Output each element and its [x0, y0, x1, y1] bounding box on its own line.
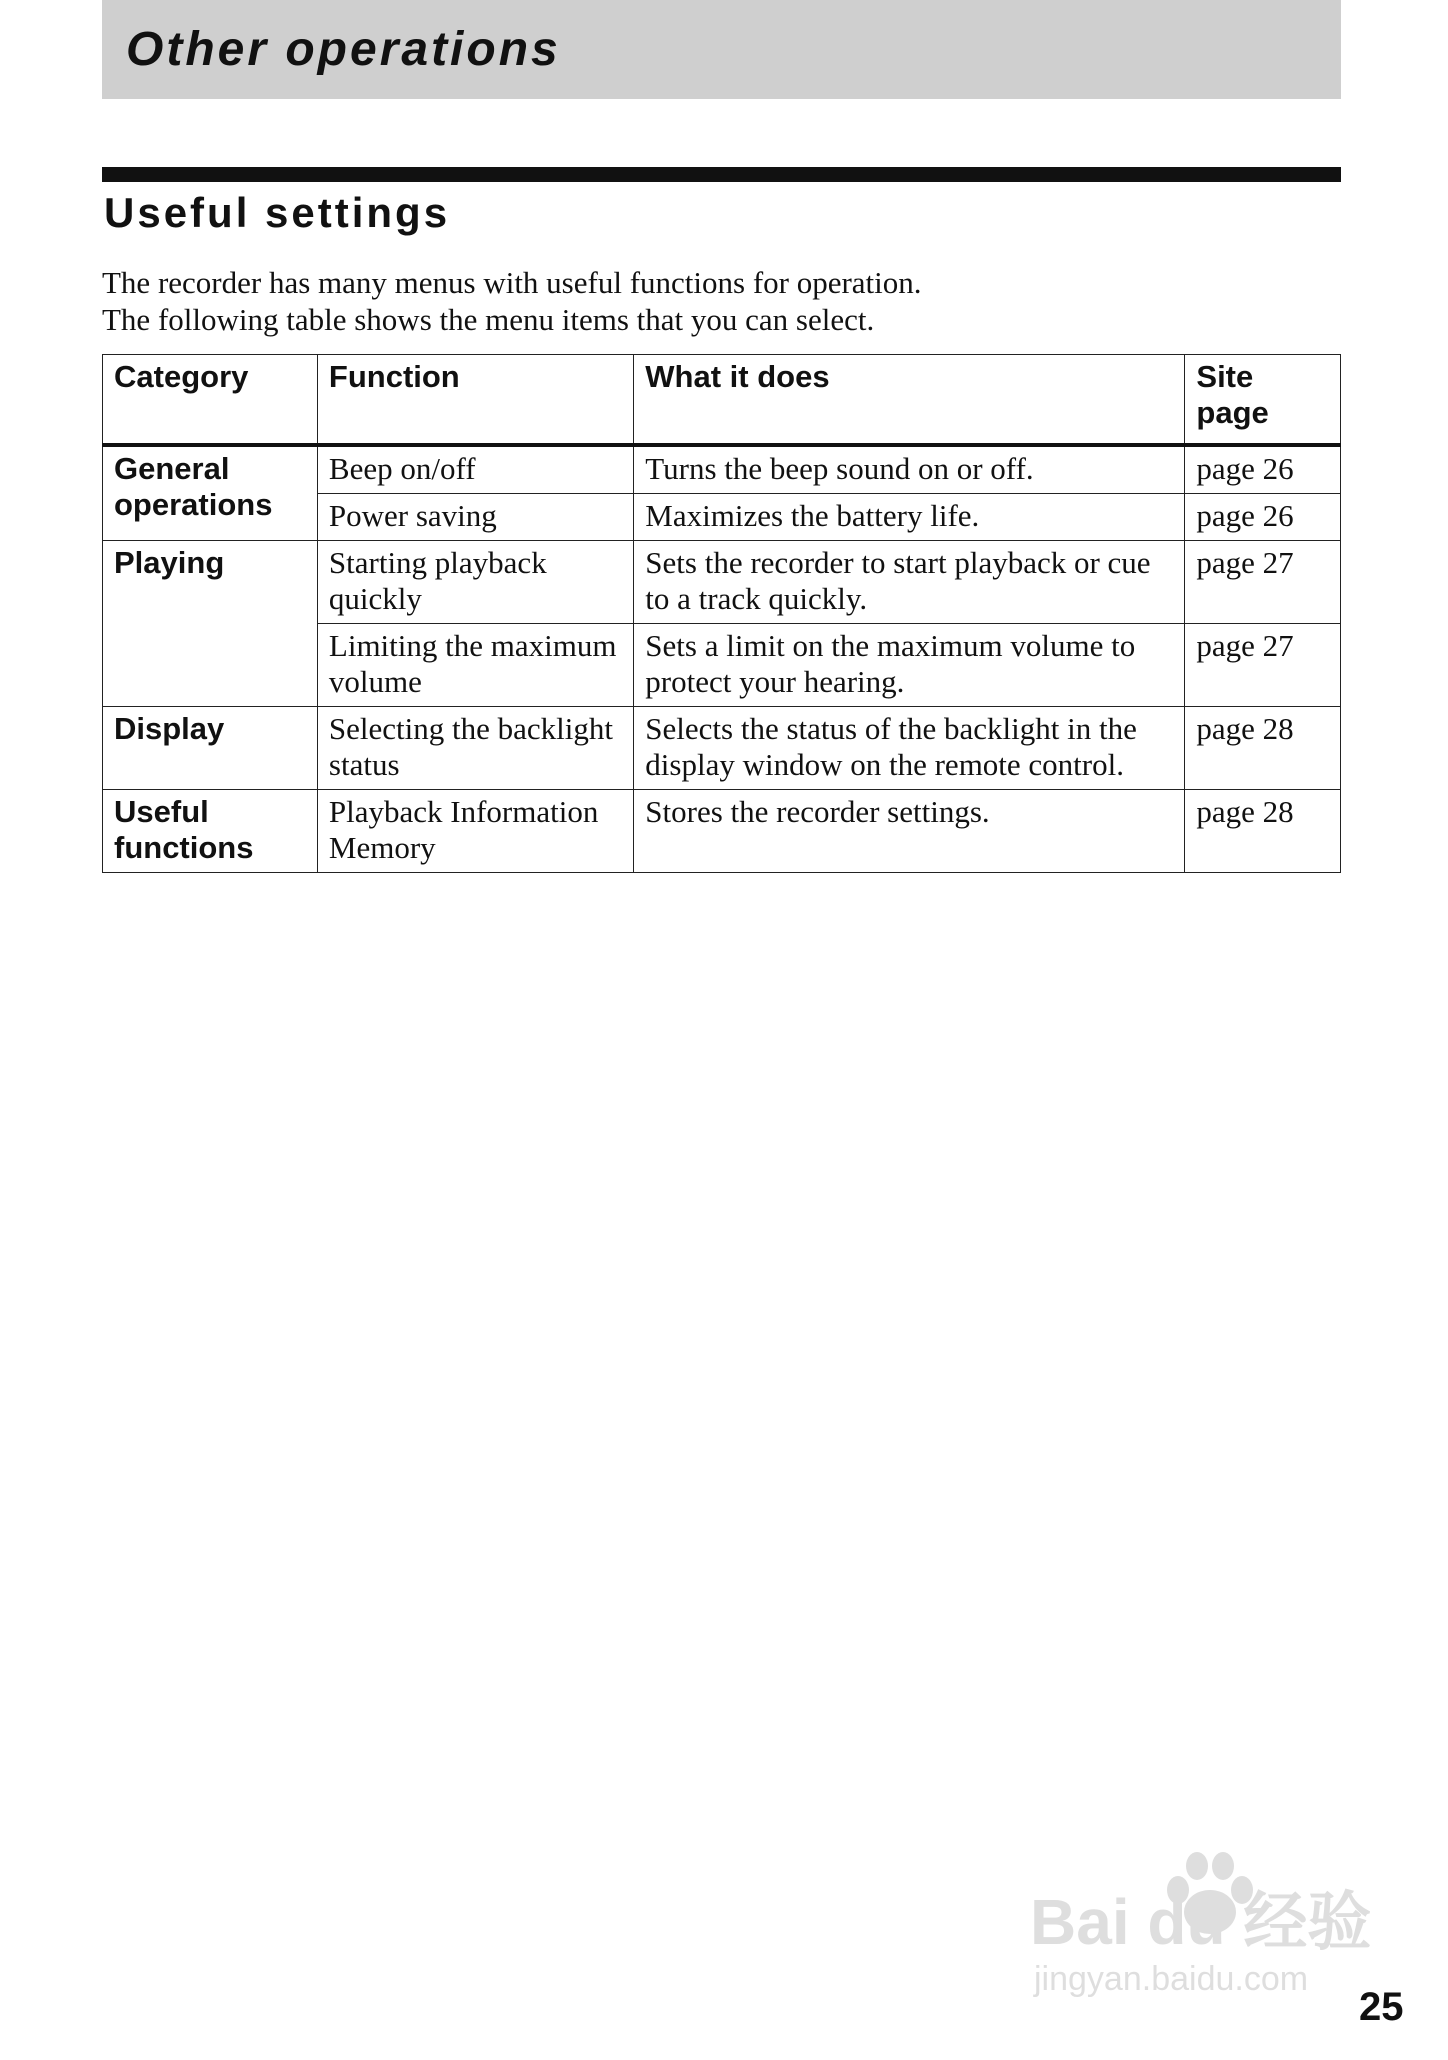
chapter-title: Other operations [126, 23, 561, 76]
page-ref-cell: page 26 [1185, 445, 1341, 494]
page-number: 25 [1359, 1985, 1404, 2029]
intro-line-1: The recorder has many menus with useful functions for operation. [102, 265, 922, 300]
page-ref-cell: page 27 [1185, 624, 1341, 707]
function-cell: Beep on/off [317, 445, 633, 494]
baidu-watermark [1030, 1850, 1372, 2000]
page-ref-cell: page 28 [1185, 790, 1341, 873]
description-cell: Sets a limit on the maximum volume to protect your hearing. [634, 624, 1185, 707]
column-header-site-page: Site page [1185, 355, 1341, 446]
table-row [103, 445, 1341, 494]
intro-line-2: The following table shows the menu items that you can select. [102, 302, 875, 337]
description-cell: Selects the status of the backlight in the display window on the remote control. [634, 707, 1185, 790]
watermark-url: jingyan.baidu.com [1034, 1960, 1309, 1998]
page-ref-cell: page 28 [1185, 707, 1341, 790]
category-cell: Useful functions [103, 790, 318, 873]
function-cell: Playback Information Memory [317, 790, 633, 873]
function-cell: Power saving [317, 494, 633, 541]
watermark-brand: Bai du 经验 [1030, 1886, 1372, 1958]
table-header-row [103, 355, 1341, 446]
column-header-category: Category [103, 355, 318, 446]
function-cell: Selecting the backlight status [317, 707, 633, 790]
function-cell: Limiting the maximum volume [317, 624, 633, 707]
page-ref-cell: page 27 [1185, 541, 1341, 624]
description-cell: Stores the recorder settings. [634, 790, 1185, 873]
table-row [103, 790, 1341, 873]
table-row [103, 541, 1341, 624]
chapter-header-bar [102, 0, 1341, 99]
function-cell: Starting playback quickly [317, 541, 633, 624]
table-row [103, 707, 1341, 790]
category-cell: Display [103, 707, 318, 790]
description-cell: Turns the beep sound on or off. [634, 445, 1185, 494]
column-header-function: Function [317, 355, 633, 446]
section-divider [102, 167, 1341, 182]
column-header-description: What it does [634, 355, 1185, 446]
description-cell: Maximizes the battery life. [634, 494, 1185, 541]
page-ref-cell: page 26 [1185, 494, 1341, 541]
category-cell: Playing [103, 541, 318, 707]
settings-table [102, 354, 1341, 873]
intro-text [102, 264, 1341, 338]
section-title: Useful settings [104, 189, 451, 236]
description-cell: Sets the recorder to start playback or cue to a track quickly. [634, 541, 1185, 624]
category-cell: General operations [103, 445, 318, 541]
